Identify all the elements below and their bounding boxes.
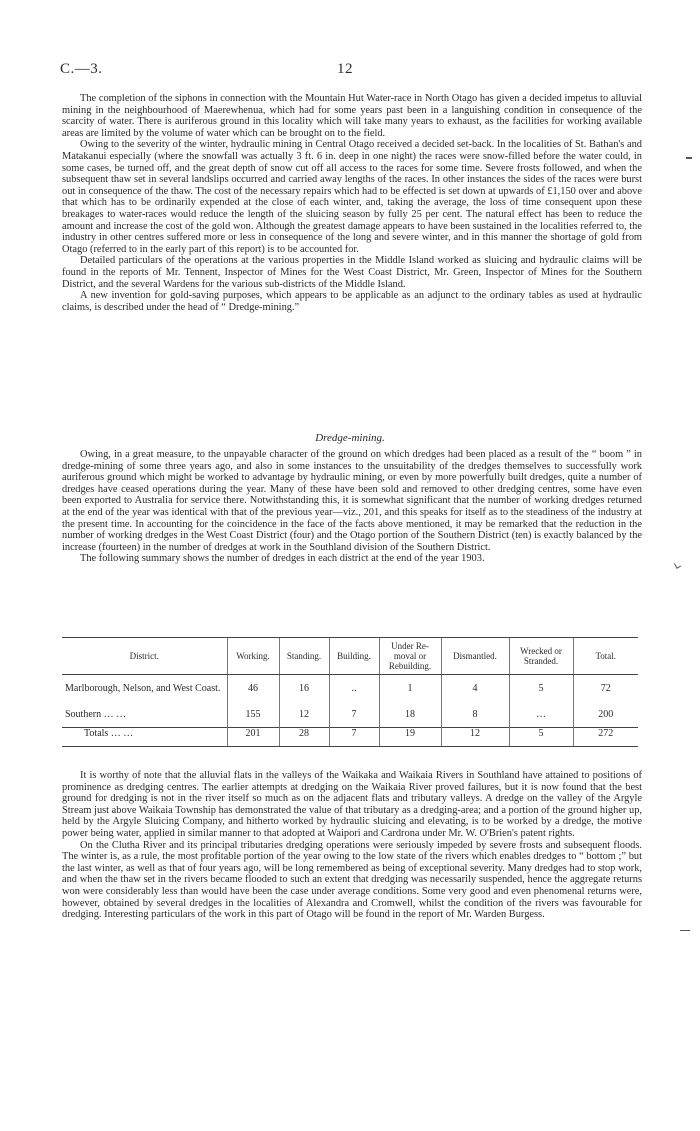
cell-wrecked: 5 bbox=[509, 683, 573, 709]
paragraph-boom: Owing, in a great measure, to the unpayable character of the ground on which dredges had been placed as a result of the “ boom ” in dredge-mining of some three years ago, and also in some instances to the unsuitability of the dredges themselves to successfully work auriferous ground which might be worked to advantage by hydraulic mining, or even by more powerfully built dredges, quite a number of dredges have ceased operations during the year. Many of these have been sold and removed to other dredging centres, some have even been exported to Australia for service there. Notwithstanding this, it is somewhat significant that the number of working dredges returned at the end of the year was identical with that of the previous year—viz., 201, and this speaks for itself as to the steadiness of the industry at the present time. In accounting for the coincidence in the face of the facts above mentioned, it may be remarked that the reduction in the number of working dredges in the West Coast District (four) and the Otago portion of the Southern District (ten) is exactly balanced by the increase (fourteen) in the number of dredges at work in the Southland division of the Southern District. bbox=[62, 449, 642, 553]
col-dismantled: Dismantled. bbox=[441, 638, 509, 675]
cell-total: 72 bbox=[573, 683, 638, 709]
cell-dismantled: 4 bbox=[441, 683, 509, 709]
table-row bbox=[62, 683, 638, 709]
cell-working: 201 bbox=[227, 728, 279, 747]
table-spacer bbox=[62, 675, 638, 684]
cell-dismantled: 8 bbox=[441, 709, 509, 728]
table-totals-row bbox=[62, 728, 638, 747]
cell-under-removal: 1 bbox=[379, 683, 441, 709]
col-total: Total. bbox=[573, 638, 638, 675]
cell-standing: 16 bbox=[279, 683, 329, 709]
col-wrecked: Wrecked or Stranded. bbox=[509, 638, 573, 675]
cell-wrecked: … bbox=[509, 709, 573, 728]
table-row bbox=[62, 709, 638, 728]
cell-total: 272 bbox=[573, 728, 638, 747]
document-reference: C.—3. bbox=[60, 61, 103, 77]
cell-building: .. bbox=[329, 683, 379, 709]
cell-under-removal: 18 bbox=[379, 709, 441, 728]
page-number: 12 bbox=[337, 61, 353, 77]
margin-mark bbox=[686, 157, 692, 159]
dredge-section bbox=[62, 449, 642, 565]
intro-section bbox=[62, 93, 642, 313]
col-building: Building. bbox=[329, 638, 379, 675]
cell-under-removal: 19 bbox=[379, 728, 441, 747]
paragraph-clutha: On the Clutha River and its principal tributaries dredging operations were seriously impeded by severe frosts and subsequent floods. The winter is, as a rule, the most profitable portion of the year owing to the low state of the rivers which enables dredges to “ bottom ;” but the last winter, as well as that of four years ago, will be long remembered as being of exceptional severity. Many dredges had to stop work, and when the thaw set in the rivers became flooded to such an extent that dredging was necessarily suspended, hence the aggregate returns won were considerably less than would have been the case under average conditions. Some very good and even phenomenal returns were, however, obtained by several dredges in the localities of Alexandra and Cromwell, whilst the condition of the rivers was favourable for dredging. Interesting particulars of the work in this part of Otago will be found in the report of Mr. Warden Burgess. bbox=[62, 839, 642, 921]
cell-standing: 28 bbox=[279, 728, 329, 747]
cell-district: Marlborough, Nelson, and West Coast. bbox=[65, 683, 221, 694]
paragraph-summary-intro: The following summary shows the number of dredges in each district at the end of the year 1903. bbox=[80, 553, 485, 565]
cell-dismantled: 12 bbox=[441, 728, 509, 747]
paragraph-invention: A new invention for gold-saving purposes, which appears to be applicable as an adjunct to the ordinary tables as used at hydraulic claims, is described under the head of “ Dredge-mining.” bbox=[62, 290, 642, 313]
col-under-removal: Under Re-moval or Rebuilding. bbox=[379, 638, 441, 675]
section-heading: Dredge-mining. bbox=[315, 432, 385, 444]
dredge-summary-table bbox=[62, 637, 638, 747]
cell-building: 7 bbox=[329, 709, 379, 728]
cell-building: 7 bbox=[329, 728, 379, 747]
cell-working: 155 bbox=[227, 709, 279, 728]
paragraph-reports: Detailed particulars of the operations at the various properties in the Middle Island worked as sluicing and hydraulic claims will be found in the reports of Mr. Tennent, Inspector of Mines for the West Coast District, Mr. Green, Inspector of Mines for the Southern District, and the several Wardens for the various sub-districts of the Middle Island. bbox=[62, 255, 642, 290]
cell-totals-label: Totals … … bbox=[62, 728, 227, 747]
cell-district: Southern … … bbox=[65, 709, 127, 720]
margin-mark bbox=[680, 930, 690, 931]
margin-mark bbox=[674, 561, 681, 569]
cell-standing: 12 bbox=[279, 709, 329, 728]
paragraph-waikaia: It is worthy of note that the alluvial flats in the valleys of the Waikaka and Waikaia Rivers in Southland have attained to positions of prominence as dredging centres. The earlier attempts at dredging on the Waikaia River proved failures, but it is now found that the best ground for dredging is not in the river itself so much as on the adjacent flats and tributary valleys. A dredge on the valley of the Argyle Stream just above Waikaia Township has demonstrated the value of that tributary as a dredging-area; and a portion of the ground higher up, held by the Argyle Sluicing Company, and hitherto worked by hydraulic sluicing and elevating, is to be worked by a dredge, the motive power being water, applied in similar manner to that adopted at Waipori and Cardrona under Mr. W. O'Brien's patent rights. bbox=[62, 770, 642, 839]
cell-total: 200 bbox=[573, 709, 638, 728]
closing-section bbox=[62, 770, 642, 921]
table-header-row bbox=[62, 638, 638, 675]
paragraph-siphons: The completion of the siphons in connection with the Mountain Hut Water-race in North Otago has given a decided impetus to alluvial mining in the neighbourhood of Maerewhenua, which had for some years past been in a languishing condition in consequence of the scarcity of water. There is auriferous ground in this locality which will take many years to exhaust, as the facilities for working available areas are limited by the volume of water which can be brought on to the field. bbox=[62, 93, 642, 139]
col-standing: Standing. bbox=[279, 638, 329, 675]
col-working: Working. bbox=[227, 638, 279, 675]
col-district: District. bbox=[62, 638, 227, 675]
cell-working: 46 bbox=[227, 683, 279, 709]
cell-wrecked: 5 bbox=[509, 728, 573, 747]
paragraph-winter: Owing to the severity of the winter, hydraulic mining in Central Otago received a decided set-back. In the localities of St. Bathan's and Matakanui especially (where the snowfall was actually 3 ft. 6 in. deep in one night) the races were snow-filled before the water could, in some cases, be turned off, and the great depth of snow cut off all access to the races for some time. Severe frosts followed, and when the subsequent thaw set in several landslips occurred and carried away lengths of the races. In other instances the sides of the races were burst out in consequence of the thaw. The cost of the necessary repairs which had to be effected is set down at upwards of £1,150 over and above that which has to be ordinarily expended at the close of each winter, and, taking the average, the loss of time consequent upon these breakages to water-races would reduce the length of the sluicing season by fully 25 per cent. The natural effect has been to reduce the amount and increase the cost of the gold won. Although the greatest damage appears to have been sustained in the localities referred to, the industry in other centres suffered more or less in consequence of the long and severe winter, and in this manner the shortage of gold from Otago (referred to in the early part of this report) is to be accounted for. bbox=[62, 139, 642, 255]
